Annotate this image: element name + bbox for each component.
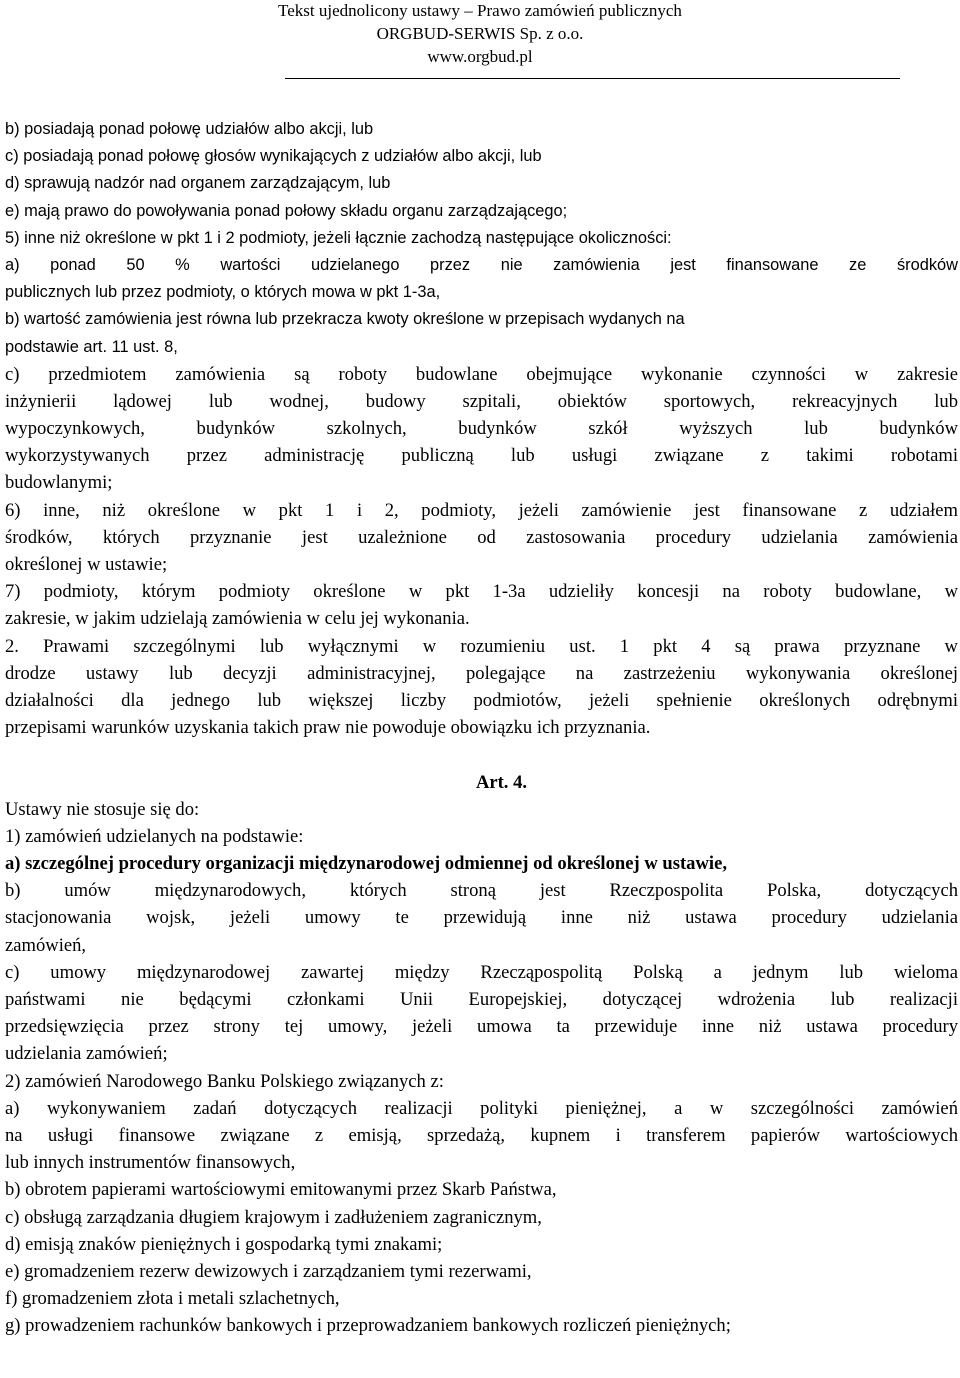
text-line: a) wykonywaniem zadań dotyczących realizacji polityki pieniężnej, a w szczególności zamówień <box>5 1097 958 1119</box>
text-line: 7) podmioty, którym podmioty określone w pkt 1-3a udzieliły koncesji na roboty budowlane, w <box>5 581 958 603</box>
text-line: 5) inne niż określone w pkt 1 i 2 podmioty, jeżeli łącznie zachodzą następujące okoliczności: <box>5 228 672 247</box>
text-line: wypoczynkowych, budynków szkolnych, budynków szkół wyższych lub budynków <box>5 418 958 440</box>
text-line: c) obsługą zarządzania długiem krajowym i zadłużeniem zagranicznym, <box>5 1206 542 1228</box>
text-line: publicznych lub przez podmioty, o których mowa w pkt 1-3a, <box>5 283 441 302</box>
text-line: na usługi finansowe związane z emisją, sprzedażą, kupnem i transferem papierów wartościowych <box>5 1124 958 1146</box>
header-divider <box>285 78 900 79</box>
text-line: państwami nie będącymi członkami Unii Europejskiej, dotyczącej wdrożenia lub realizacji <box>5 989 958 1010</box>
text-line: 2. Prawami szczególnymi lub wyłącznymi w rozumieniu ust. 1 pkt 4 są prawa przyznane w <box>5 635 958 657</box>
text-line: d) emisją znaków pieniężnych i gospodarką tymi znakami; <box>5 1233 443 1255</box>
article-heading: Art. 4. <box>475 771 528 793</box>
text-line: d) sprawują nadzór nad organem zarządzającym, lub <box>5 174 391 193</box>
text-line: podstawie art. 11 ust. 8, <box>5 337 178 356</box>
text-line: b) posiadają ponad połowę udziałów albo akcji, lub <box>5 120 374 138</box>
document-body <box>5 116 958 1339</box>
text-line: inżynierii lądowej lub wodnej, budowy szpitali, obiektów sportowych, rekreacyjnych lub <box>5 390 958 412</box>
text-line: przedsięwzięcia przez strony tej umowy, jeżeli umowa ta przewiduje inne niż ustawa procedury <box>5 1016 958 1038</box>
text-line: lub innych instrumentów finansowych, <box>5 1152 296 1174</box>
text-line: b) wartość zamówienia jest równa lub przekracza kwoty określone w przepisach wydanych na <box>5 310 685 329</box>
text-line: wykorzystywanych przez administrację publiczną lub usługi związane z takimi robotami <box>5 445 958 467</box>
text-line: f) gromadzeniem złota i metali szlachetnych, <box>5 1288 340 1310</box>
text-line: zakresie, w jakim udzielają zamówienia w celu jej wykonania. <box>5 608 470 630</box>
text-line: a) ponad 50 % wartości udzielanego przez nie zamówienia jest finansowane ze środków <box>5 255 958 274</box>
text-line: g) prowadzeniem rachunków bankowych i przeprowadzaniem bankowych rozliczeń pieniężnych; <box>5 1315 731 1337</box>
text-line: działalności dla jednego lub większej liczby podmiotów, jeżeli spełnienie określonych odrębnymi <box>5 689 958 711</box>
text-line: c) posiadają ponad połowę głosów wynikających z udziałów albo akcji, lub <box>5 147 542 166</box>
text-line: budowlanymi; <box>5 472 113 494</box>
text-line: środków, których przyznanie jest uzależnione od zastosowania procedury udzielania zamówienia <box>5 526 958 548</box>
text-line: określonej w ustawie; <box>5 554 168 575</box>
text-line: 1) zamówień udzielanych na podstawie: <box>5 825 304 847</box>
text-line: e) gromadzeniem rezerw dewizowych i zarządzaniem tymi rezerwami, <box>5 1260 532 1282</box>
header-company: ORGBUD-SERWIS Sp. z o.o. <box>376 24 584 43</box>
text-line: przepisami warunków uzyskania takich praw nie powoduje obowiązku ich przyznania. <box>5 717 651 739</box>
text-line: drodze ustawy lub decyzji administracyjnej, polegające na zastrzeżeniu wykonywania określonej <box>5 662 958 684</box>
text-line: stacjonowania wojsk, jeżeli umowy te przewidują inne niż ustawa procedury udzielania <box>5 907 958 929</box>
header-website: www.orgbud.pl <box>427 47 533 66</box>
text-line: c) przedmiotem zamówienia są roboty budowlane obejmujące wykonanie czynności w zakresie <box>5 363 958 385</box>
text-line: zamówień, <box>5 934 87 956</box>
text-line: a) szczególnej procedury organizacji międzynarodowej odmiennej od określonej w ustawie, <box>5 853 727 875</box>
header-title: Tekst ujednolicony ustawy – Prawo zamówień publicznych <box>278 1 682 20</box>
text-line: 2) zamówień Narodowego Banku Polskiego związanych z: <box>5 1070 444 1092</box>
text-line: Ustawy nie stosuje się do: <box>5 798 200 820</box>
text-line: b) obrotem papierami wartościowymi emitowanymi przez Skarb Państwa, <box>5 1179 557 1201</box>
text-line: 6) inne, niż określone w pkt 1 i 2, podmioty, jeżeli zamówienie jest finansowane z udziałem <box>5 499 958 521</box>
text-line: b) umów międzynarodowych, których stroną jest Rzeczpospolita Polska, dotyczących <box>5 880 958 902</box>
paragraph-gap <box>5 741 958 768</box>
text-line: udzielania zamówień; <box>5 1043 168 1065</box>
text-line: e) mają prawo do powoływania ponad połowy składu organu zarządzającego; <box>5 201 568 220</box>
text-line: c) umowy międzynarodowej zawartej między Rzecząpospolitą Polską a jednym lub wieloma <box>5 961 958 983</box>
